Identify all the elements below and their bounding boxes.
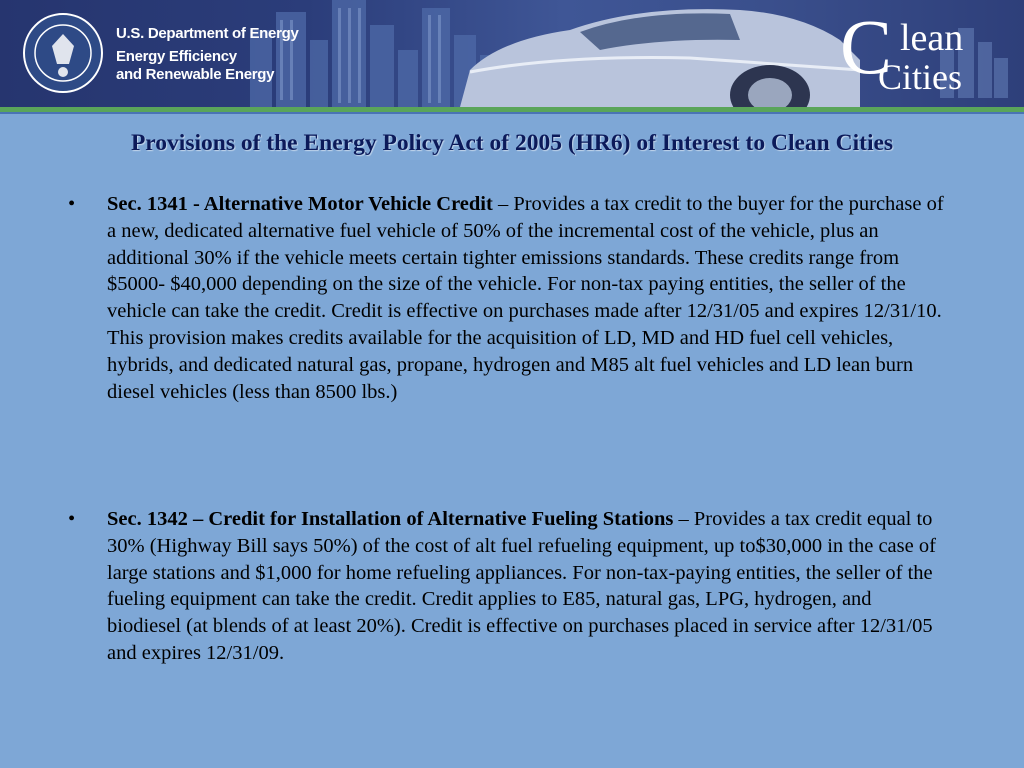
clean-cities-word-cities: Cities bbox=[878, 57, 963, 97]
doe-office-line1: Energy Efficiency bbox=[116, 48, 237, 65]
bullet-item bbox=[68, 191, 948, 405]
bullet-marker: • bbox=[68, 193, 76, 215]
bullet-item bbox=[68, 506, 948, 667]
header-divider-secondary bbox=[0, 112, 1024, 114]
bullet-text: – Provides a tax credit to the buyer for the purchase of a new, dedicated alternative fuel vehicle of 50% of the incremental cost of the vehicle, plus an additional 30% if the vehicle meets certain tighter emissions standards. These credits range from $5000- $40,000 depending on the size of the vehicle. For non-tax paying entities, the seller of the vehicle can take the credit. Credit is effective on purchases made after 12/31/05 and expires 12/31/10. This provision makes credits available for the acquisition of LD, MD and HD fuel cell vehicles, hybrids, and dedicated natural gas, propane, hydrogen and M85 alt fuel vehicles and LD lean burn diesel vehicles (less than 8500 lbs.) bbox=[107, 193, 944, 403]
clean-cities-c-letter: C bbox=[840, 3, 893, 90]
doe-office-line2: and Renewable Energy bbox=[116, 66, 275, 83]
car-image bbox=[440, 0, 860, 107]
bullet-marker: • bbox=[68, 508, 76, 530]
bullet-heading: Sec. 1341 - Alternative Motor Vehicle Credit bbox=[107, 193, 493, 215]
doe-seal-logo bbox=[22, 12, 104, 94]
header-banner bbox=[0, 0, 1024, 107]
slide-title: Provisions of the Energy Policy Act of 2005 (HR6) of Interest to Clean Cities bbox=[130, 130, 894, 156]
bullet-body bbox=[107, 191, 948, 405]
clean-cities-word-lean: lean bbox=[900, 17, 964, 59]
bullet-body bbox=[107, 506, 948, 667]
clean-cities-logo bbox=[840, 3, 1015, 103]
bullet-heading: Sec. 1342 – Credit for Installation of Alternative Fueling Stations bbox=[107, 508, 674, 530]
bullet-text: – Provides a tax credit equal to 30% (Highway Bill says 50%) of the cost of alt fuel refueling equipment, up to$30,000 in the case of large stations and $1,000 for home refueling appliances. For non-tax-paying entities, the seller of the fueling equipment can take the credit. Credit applies to E85, natural gas, LPG, hydrogen, and biodiesel (at blends of at least 20%). Credit is effective on purchases placed in service after 12/31/05 and expires 12/31/09. bbox=[107, 508, 936, 664]
doe-department-name: U.S. Department of Energy bbox=[116, 25, 299, 42]
